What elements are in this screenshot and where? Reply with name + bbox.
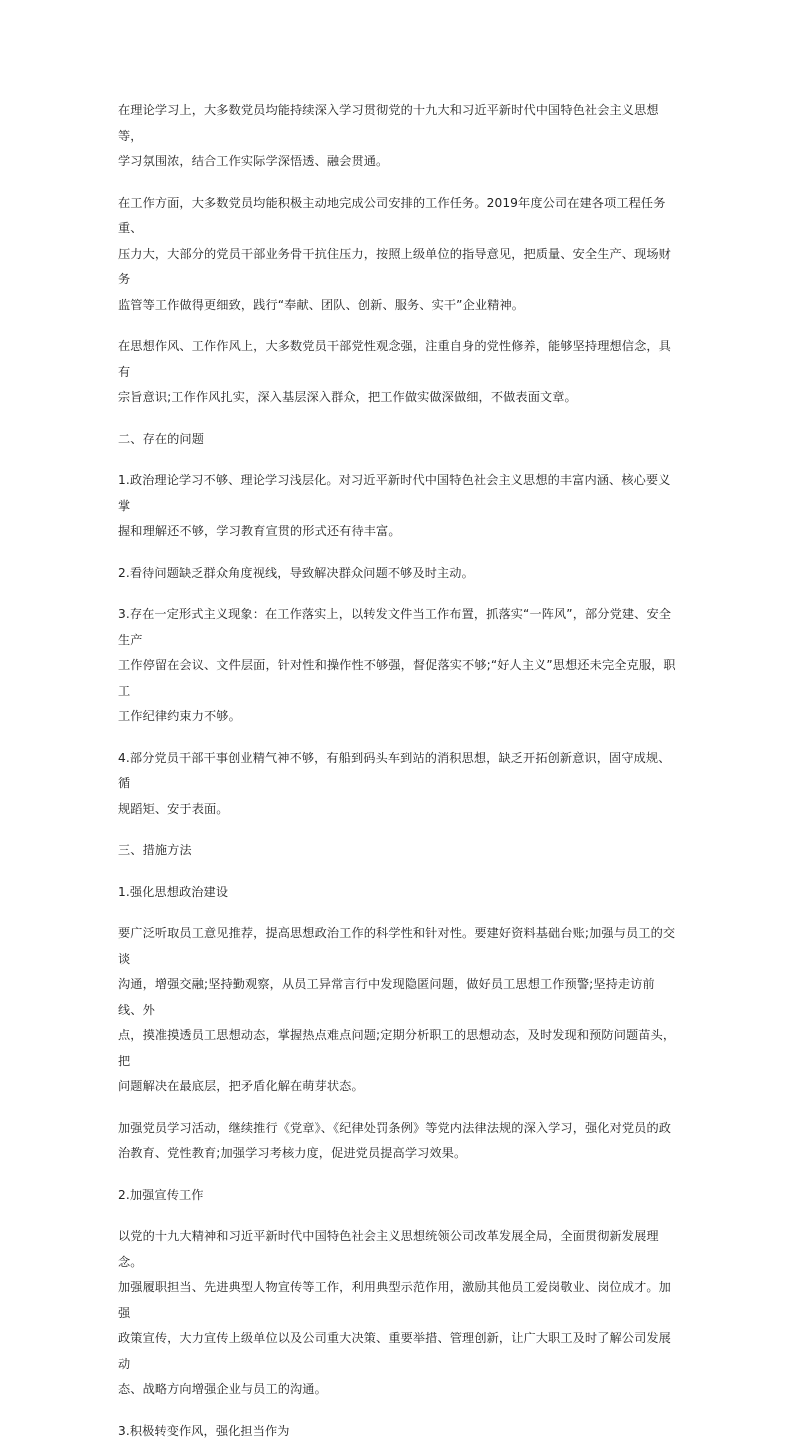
text-line: 监管等工作做得更细致，践行“奉献、团队、创新、服务、实干”企业精神。 [118, 298, 524, 312]
text-line: 态、战略方向增强企业与员工的沟通。 [118, 1382, 327, 1396]
section-heading-measures: 三、措施方法 [118, 838, 676, 864]
paragraph-listen-opinions [118, 921, 676, 1100]
section-heading-problems: 二、存在的问题 [118, 427, 676, 453]
text-line: 工作停留在会议、文件层面，针对性和操作性不够强，督促落实不够;“好人主义”思想还未完全克服，职工 [118, 658, 676, 698]
document-page [118, 98, 676, 1444]
text-line: 要广泛听取员工意见推荐，提高思想政治工作的科学性和针对性。要建好资料基础台账;加强与员工的交谈 [118, 926, 675, 966]
subheading-style-change: 3.积极转变作风，强化担当作为 [118, 1419, 676, 1444]
paragraph-theory-study [118, 98, 676, 175]
subheading-publicity: 2.加强宣传工作 [118, 1183, 676, 1209]
paragraph-thought-style [118, 334, 676, 411]
text-line: 治教育、党性教育;加强学习考核力度，促进党员提高学习效果。 [118, 1146, 466, 1160]
text-line: 2.看待问题缺乏群众角度视线，导致解决群众问题不够及时主动。 [118, 566, 474, 580]
text-line: 点，摸准摸透员工思想动态，掌握热点难点问题;定期分析职工的思想动态，及时发现和预防问题苗头，把 [118, 1028, 675, 1068]
text-line: 沟通，增强交融;坚持勤观察，从员工异常言行中发现隐匿问题，做好员工思想工作预警;坚持走访前线、外 [118, 977, 655, 1017]
text-line: 政策宣传，大力宣传上级单位以及公司重大决策、重要举措、管理创新，让广大职工及时了解公司发展动 [118, 1331, 671, 1371]
problem-item-4 [118, 746, 676, 823]
subheading-ideological-construction: 1.强化思想政治建设 [118, 880, 676, 906]
text-line: 握和理解还不够，学习教育宣贯的形式还有待丰富。 [118, 524, 401, 538]
paragraph-publicity-work [118, 1224, 676, 1403]
problem-item-3 [118, 602, 676, 730]
text-line: 问题解决在最底层，把矛盾化解在萌芽状态。 [118, 1079, 364, 1093]
problem-item-1 [118, 468, 676, 545]
text-line: 在思想作风、工作作风上，大多数党员干部党性观念强，注重自身的党性修养，能够坚持理想信念，具有 [118, 339, 671, 379]
text-line: 加强党员学习活动，继续推行《党章》、《纪律处罚条例》等党内法律法规的深入学习，强化对党员的政 [118, 1121, 671, 1135]
text-line: 学习氛围浓，结合工作实际学深悟透、融会贯通。 [118, 154, 388, 168]
paragraph-work-aspect [118, 191, 676, 319]
text-line: 1.政治理论学习不够、理论学习浅层化。对习近平新时代中国特色社会主义思想的丰富内涵、核心要义掌 [118, 473, 670, 513]
text-line: 加强履职担当、先进典型人物宣传等工作，利用典型示范作用，激励其他员工爱岗敬业、岗位成才。加强 [118, 1280, 671, 1320]
text-line: 规蹈矩、安于表面。 [118, 802, 229, 816]
text-line: 压力大，大部分的党员干部业务骨干抗住压力，按照上级单位的指导意见，把质量、安全生产、现场财务 [118, 247, 671, 287]
text-line: 以党的十九大精神和习近平新时代中国特色社会主义思想统领公司改革发展全局，全面贯彻新发展理念。 [118, 1229, 659, 1269]
text-line: 宗旨意识;工作作风扎实，深入基层深入群众，把工作做实做深做细，不做表面文章。 [118, 390, 577, 404]
text-line: 在工作方面，大多数党员均能积极主动地完成公司安排的工作任务。2019年度公司在建各项工程任务重、 [118, 196, 666, 236]
text-line: 在理论学习上，大多数党员均能持续深入学习贯彻党的十九大和习近平新时代中国特色社会主义思想等， [118, 103, 659, 143]
paragraph-party-study [118, 1116, 676, 1167]
text-line: 工作纪律约束力不够。 [118, 709, 241, 723]
text-line: 4.部分党员干部干事创业精气神不够，有船到码头车到站的消积思想，缺乏开拓创新意识，固守成规、循 [118, 751, 670, 791]
problem-item-2 [118, 561, 676, 587]
text-line: 3.存在一定形式主义现象：在工作落实上，以转发文件当工作布置，抓落实“一阵风”，部分党建、安全生产 [118, 607, 671, 647]
